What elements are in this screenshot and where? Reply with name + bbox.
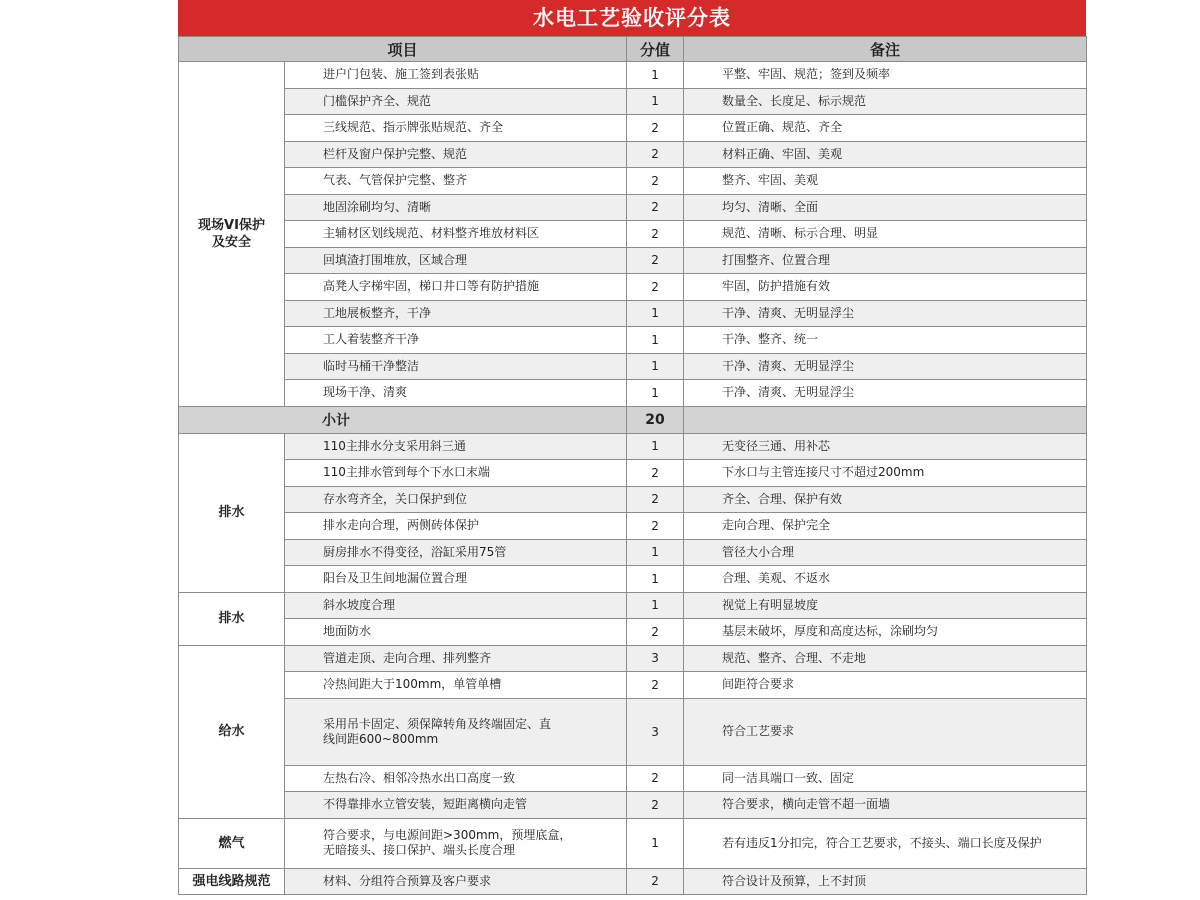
score-cell: 2 xyxy=(627,486,684,513)
item-cell: 冷热间距大于100mm，单管单槽 xyxy=(285,672,627,699)
sheet-title: 水电工艺验收评分表 xyxy=(178,0,1086,36)
table-header-row xyxy=(179,37,1087,62)
category-cell: 排水 xyxy=(179,433,285,592)
score-table xyxy=(178,36,1087,895)
table-row xyxy=(179,592,1087,619)
item-cell: 管道走顶、走向合理、排列整齐 xyxy=(285,645,627,672)
table-row xyxy=(179,221,1087,248)
score-cell: 1 xyxy=(627,818,684,868)
table-row xyxy=(179,433,1087,460)
note-cell: 整齐、牢固、美观 xyxy=(684,168,1087,195)
item-cell: 回填渣打围堆放，区域合理 xyxy=(285,247,627,274)
score-cell: 2 xyxy=(627,194,684,221)
table-row xyxy=(179,486,1087,513)
item-cell: 厨房排水不得变径，浴缸采用75管 xyxy=(285,539,627,566)
item-cell: 材料、分组符合预算及客户要求 xyxy=(285,868,627,895)
note-cell: 干净、清爽、无明显浮尘 xyxy=(684,380,1087,407)
note-cell: 符合要求，横向走管不超一面墙 xyxy=(684,792,1087,819)
note-cell: 材料正确、牢固、美观 xyxy=(684,141,1087,168)
score-cell: 2 xyxy=(627,221,684,248)
item-cell: 主辅材区划线规范、材料整齐堆放材料区 xyxy=(285,221,627,248)
header-score: 分值 xyxy=(627,37,684,62)
score-cell: 1 xyxy=(627,88,684,115)
item-cell: 进户门包装、施工签到表张贴 xyxy=(285,62,627,89)
score-cell: 1 xyxy=(627,62,684,89)
note-cell: 干净、清爽、无明显浮尘 xyxy=(684,353,1087,380)
note-cell: 符合设计及预算，上不封顶 xyxy=(684,868,1087,895)
item-cell: 工地展板整齐，干净 xyxy=(285,300,627,327)
score-cell: 2 xyxy=(627,115,684,142)
note-cell: 干净、整齐、统一 xyxy=(684,327,1087,354)
item-cell: 门槛保护齐全、规范 xyxy=(285,88,627,115)
item-cell: 阳台及卫生间地漏位置合理 xyxy=(285,566,627,593)
score-cell: 2 xyxy=(627,672,684,699)
item-cell: 栏杆及窗户保护完整、规范 xyxy=(285,141,627,168)
table-row xyxy=(179,141,1087,168)
table-row xyxy=(179,88,1087,115)
subtotal-row xyxy=(179,406,1087,433)
item-cell: 地面防水 xyxy=(285,619,627,646)
item-cell: 气表、气管保护完整、整齐 xyxy=(285,168,627,195)
item-cell: 110主排水管到每个下水口末端 xyxy=(285,460,627,487)
score-cell: 2 xyxy=(627,141,684,168)
table-row xyxy=(179,619,1087,646)
table-row xyxy=(179,115,1087,142)
table-row xyxy=(179,765,1087,792)
table-row xyxy=(179,247,1087,274)
item-cell: 地固涂刷均匀、清晰 xyxy=(285,194,627,221)
note-cell: 规范、整齐、合理、不走地 xyxy=(684,645,1087,672)
note-cell: 若有违反1分扣完，符合工艺要求，不接头、端口长度及保护 xyxy=(684,818,1087,868)
score-cell: 2 xyxy=(627,460,684,487)
note-cell: 视觉上有明显坡度 xyxy=(684,592,1087,619)
note-cell: 干净、清爽、无明显浮尘 xyxy=(684,300,1087,327)
table-row xyxy=(179,566,1087,593)
note-cell: 间距符合要求 xyxy=(684,672,1087,699)
table-row xyxy=(179,168,1087,195)
score-cell: 3 xyxy=(627,645,684,672)
note-cell: 齐全、合理、保护有效 xyxy=(684,486,1087,513)
table-row xyxy=(179,327,1087,354)
note-cell: 合理、美观、不返水 xyxy=(684,566,1087,593)
note-cell: 管径大小合理 xyxy=(684,539,1087,566)
table-row xyxy=(179,460,1087,487)
item-cell: 高凳人字梯牢固，梯口井口等有防护措施 xyxy=(285,274,627,301)
score-cell: 1 xyxy=(627,566,684,593)
item-cell: 采用吊卡固定、须保障转角及终端固定、直 线间距600~800mm xyxy=(285,698,627,765)
score-cell: 2 xyxy=(627,513,684,540)
item-cell: 不得靠排水立管安装，短距离横向走管 xyxy=(285,792,627,819)
item-cell: 存水弯齐全，关口保护到位 xyxy=(285,486,627,513)
note-cell: 下水口与主管连接尺寸不超过200mm xyxy=(684,460,1087,487)
table-row xyxy=(179,672,1087,699)
item-cell: 符合要求，与电源间距>300mm，预埋底盒， 无暗接头、接口保护、端头长度合理 xyxy=(285,818,627,868)
table-row xyxy=(179,792,1087,819)
note-cell: 位置正确、规范、齐全 xyxy=(684,115,1087,142)
table-row xyxy=(179,513,1087,540)
table-row xyxy=(179,868,1087,895)
note-cell: 数量全、长度足、标示规范 xyxy=(684,88,1087,115)
table-row xyxy=(179,818,1087,868)
item-cell: 110主排水分支采用斜三通 xyxy=(285,433,627,460)
score-cell: 2 xyxy=(627,868,684,895)
item-cell: 排水走向合理，两侧砖体保护 xyxy=(285,513,627,540)
note-cell: 走向合理、保护完全 xyxy=(684,513,1087,540)
item-cell: 斜水坡度合理 xyxy=(285,592,627,619)
score-cell: 1 xyxy=(627,592,684,619)
table-row xyxy=(179,274,1087,301)
score-cell: 1 xyxy=(627,353,684,380)
note-cell: 打围整齐、位置合理 xyxy=(684,247,1087,274)
note-cell: 基层未破坏，厚度和高度达标，涂刷均匀 xyxy=(684,619,1087,646)
header-item: 项目 xyxy=(179,37,627,62)
item-cell: 工人着装整齐干净 xyxy=(285,327,627,354)
subtotal-note xyxy=(684,406,1087,433)
table-row xyxy=(179,539,1087,566)
category-cell: 排水 xyxy=(179,592,285,645)
score-sheet xyxy=(178,0,1086,895)
category-cell: 强电线路规范 xyxy=(179,868,285,895)
note-cell: 平整、牢固、规范；签到及频率 xyxy=(684,62,1087,89)
score-cell: 1 xyxy=(627,327,684,354)
item-cell: 现场干净、清爽 xyxy=(285,380,627,407)
note-cell: 规范、清晰、标示合理、明显 xyxy=(684,221,1087,248)
table-row xyxy=(179,300,1087,327)
table-body xyxy=(179,62,1087,895)
score-cell: 2 xyxy=(627,274,684,301)
score-cell: 1 xyxy=(627,433,684,460)
table-row xyxy=(179,353,1087,380)
note-cell: 同一洁具端口一致、固定 xyxy=(684,765,1087,792)
note-cell: 符合工艺要求 xyxy=(684,698,1087,765)
item-cell: 临时马桶干净整洁 xyxy=(285,353,627,380)
category-cell: 现场VI保护 及安全 xyxy=(179,62,285,407)
score-cell: 2 xyxy=(627,247,684,274)
score-cell: 1 xyxy=(627,380,684,407)
score-cell: 2 xyxy=(627,765,684,792)
note-cell: 牢固，防护措施有效 xyxy=(684,274,1087,301)
category-cell: 燃气 xyxy=(179,818,285,868)
subtotal-label: 小计 xyxy=(179,406,627,433)
category-cell: 给水 xyxy=(179,645,285,818)
item-cell: 左热右冷、相邻冷热水出口高度一致 xyxy=(285,765,627,792)
header-note: 备注 xyxy=(684,37,1087,62)
table-row xyxy=(179,380,1087,407)
note-cell: 无变径三通、用补芯 xyxy=(684,433,1087,460)
score-cell: 3 xyxy=(627,698,684,765)
subtotal-score: 20 xyxy=(627,406,684,433)
score-cell: 1 xyxy=(627,300,684,327)
score-cell: 2 xyxy=(627,792,684,819)
table-row xyxy=(179,645,1087,672)
score-cell: 2 xyxy=(627,168,684,195)
score-cell: 1 xyxy=(627,539,684,566)
table-row xyxy=(179,62,1087,89)
note-cell: 均匀、清晰、全面 xyxy=(684,194,1087,221)
item-cell: 三线规范、指示牌张贴规范、齐全 xyxy=(285,115,627,142)
score-cell: 2 xyxy=(627,619,684,646)
table-row xyxy=(179,698,1087,765)
table-row xyxy=(179,194,1087,221)
